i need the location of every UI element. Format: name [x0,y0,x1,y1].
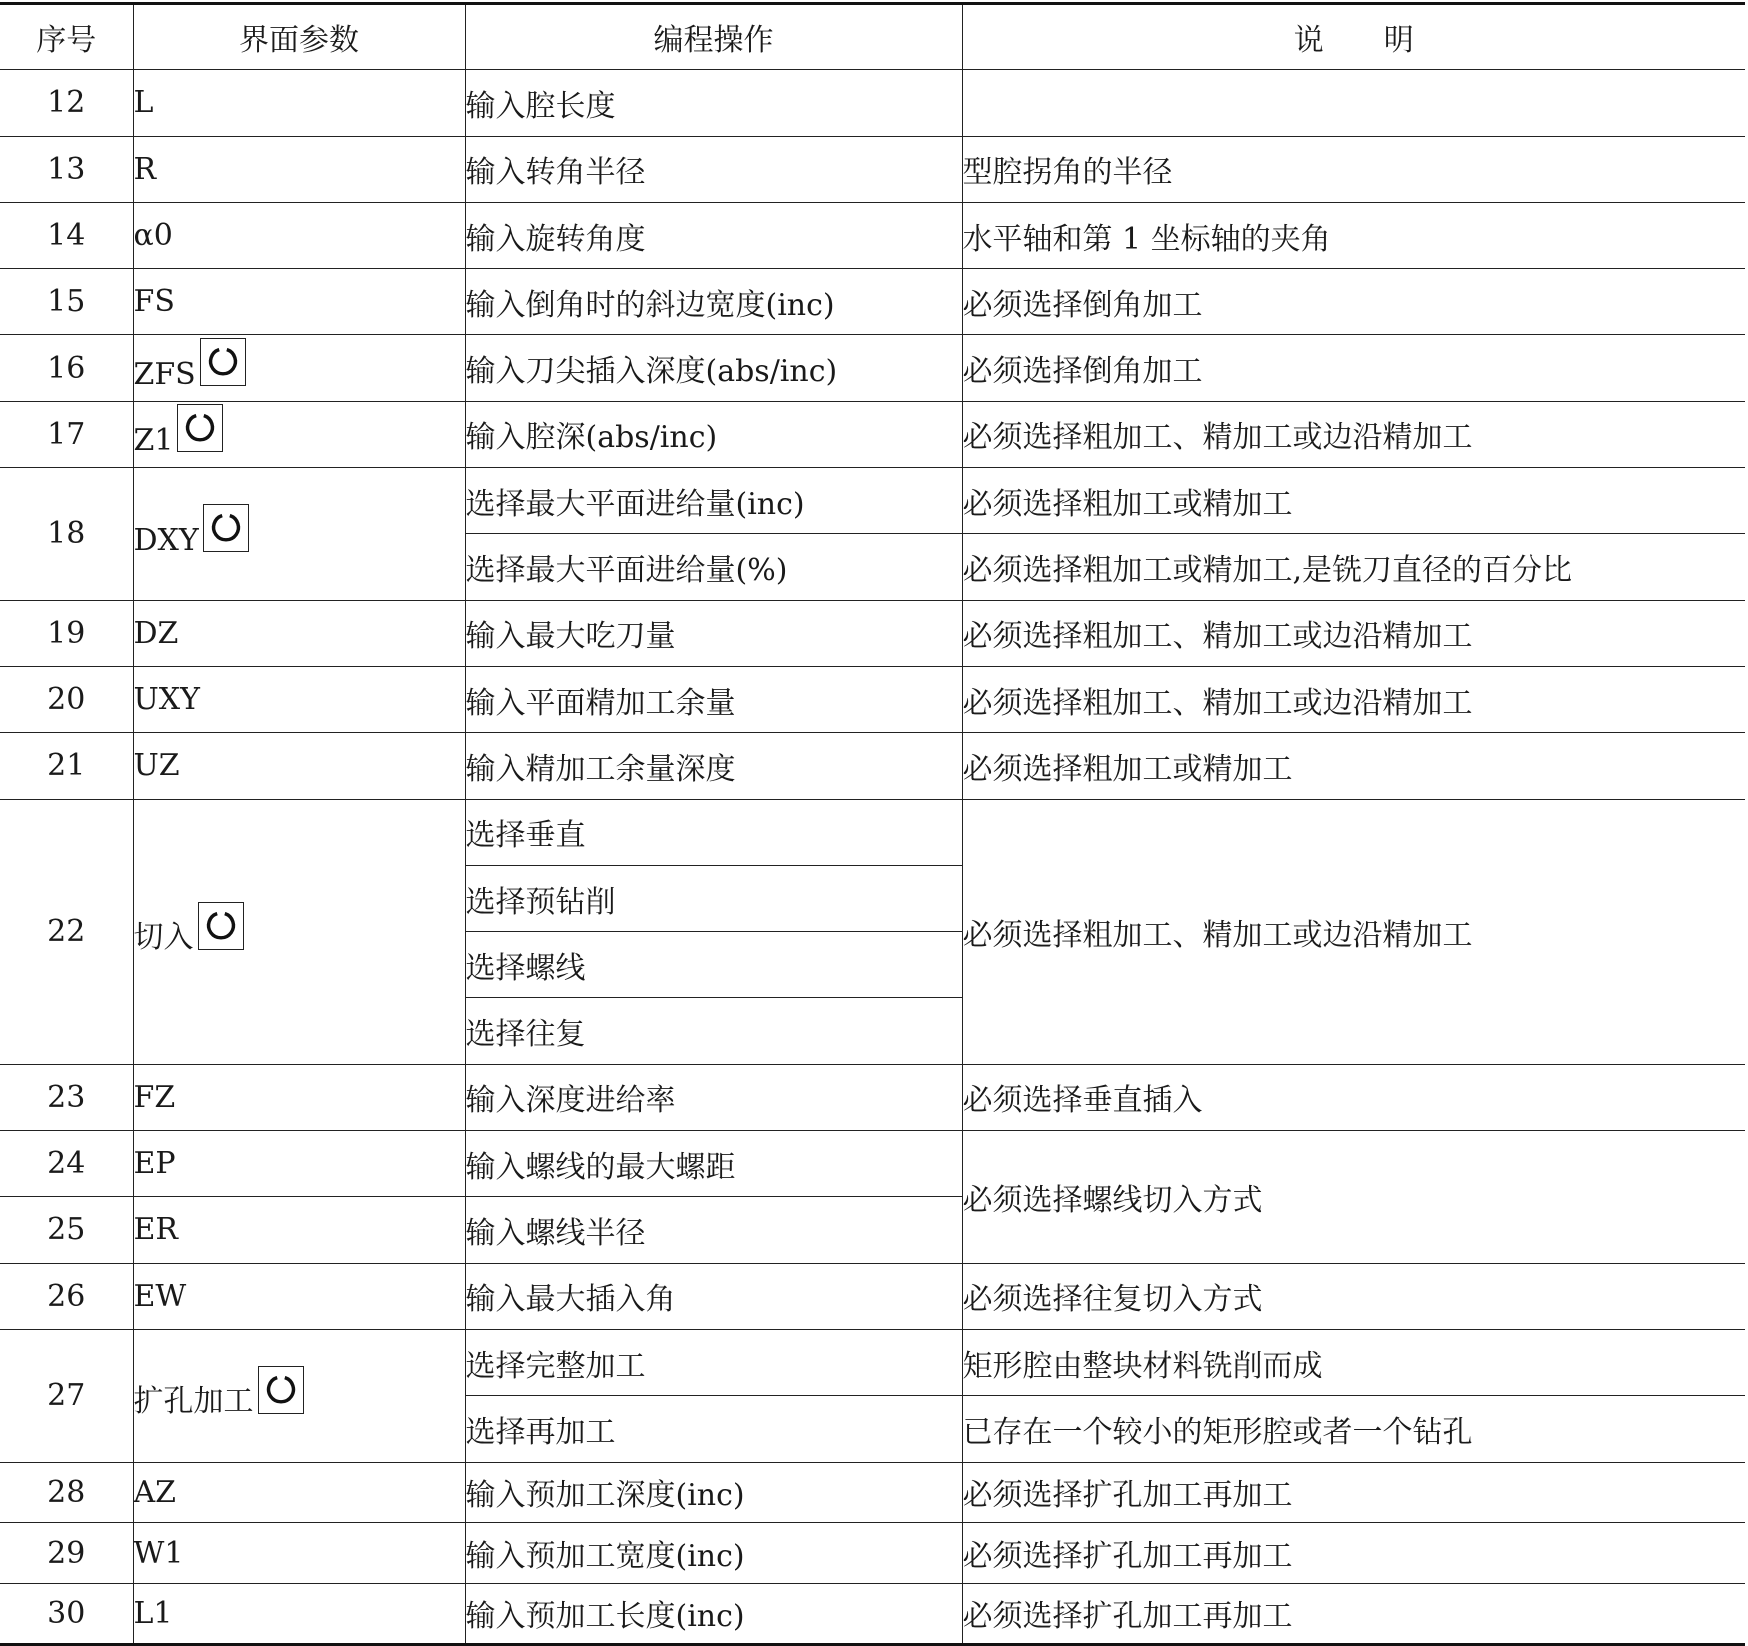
cycle-toggle-icon [203,504,249,552]
header-operation: 编程操作 [465,4,962,70]
row-index: 26 [0,1263,133,1329]
table-row [0,1583,1745,1644]
row-param: R [133,136,465,202]
row-note [962,70,1745,136]
row-operation: 输入转角半径 [465,136,962,202]
row-note: 已存在一个较小的矩形腔或者一个钻孔 [962,1396,1745,1462]
row-index: 16 [0,335,133,401]
row-param [133,335,465,401]
row-note: 必须选择垂直插入 [962,1064,1745,1130]
row-param: FZ [133,1064,465,1130]
row-note: 必须选择粗加工或精加工,是铣刀直径的百分比 [962,534,1745,600]
param-label: 切入 [133,919,194,955]
row-operation: 输入螺线半径 [465,1197,962,1263]
row-note: 型腔拐角的半径 [962,136,1745,202]
table-row [0,1263,1745,1329]
param-label: ZFS [133,357,196,393]
row-param: EP [133,1131,465,1197]
table-row [0,1131,1745,1197]
row-index: 15 [0,269,133,335]
row-index: 25 [0,1197,133,1263]
table-row [0,666,1745,732]
table-row [0,136,1745,202]
row-note: 必须选择扩孔加工再加工 [962,1462,1745,1523]
table-row [0,733,1745,799]
param-label: DXY [133,522,199,558]
row-note: 必须选择粗加工或精加工 [962,468,1745,534]
param-label: Z1 [133,423,174,459]
row-operation: 输入腔长度 [465,70,962,136]
param-label: 扩孔加工 [133,1383,254,1419]
row-param [133,401,465,467]
row-operation: 输入深度进给率 [465,1064,962,1130]
row-param: UXY [133,666,465,732]
row-index: 24 [0,1131,133,1197]
header-note: 说 明 [962,4,1745,70]
row-index: 13 [0,136,133,202]
row-note: 必须选择倒角加工 [962,335,1745,401]
row-operation: 输入最大插入角 [465,1263,962,1329]
row-param: EW [133,1263,465,1329]
table-row [0,799,1745,865]
row-param: L [133,70,465,136]
row-operation: 选择最大平面进给量(%) [465,534,962,600]
row-param: α0 [133,202,465,268]
cycle-toggle-icon [198,902,244,950]
table-row [0,202,1745,268]
row-index: 20 [0,666,133,732]
table-row [0,401,1745,467]
row-operation: 输入精加工余量深度 [465,733,962,799]
cycle-toggle-icon [258,1366,304,1414]
row-param: AZ [133,1462,465,1523]
row-operation: 选择垂直 [465,799,962,865]
header-index: 序号 [0,4,133,70]
row-index: 22 [0,799,133,1064]
row-operation: 输入螺线的最大螺距 [465,1131,962,1197]
row-note: 必须选择粗加工、精加工或边沿精加工 [962,799,1745,1064]
table-row [0,1064,1745,1130]
row-operation: 选择完整加工 [465,1329,962,1395]
row-note: 必须选择粗加工或精加工 [962,733,1745,799]
row-index: 27 [0,1329,133,1462]
row-index: 21 [0,733,133,799]
row-operation: 输入平面精加工余量 [465,666,962,732]
row-operation: 输入刀尖插入深度(abs/inc) [465,335,962,401]
row-note: 矩形腔由整块材料铣削而成 [962,1329,1745,1395]
row-param: UZ [133,733,465,799]
row-note: 必须选择螺线切入方式 [962,1131,1745,1264]
row-operation: 输入腔深(abs/inc) [465,401,962,467]
row-operation: 选择预钻削 [465,865,962,931]
row-index: 17 [0,401,133,467]
row-index: 19 [0,600,133,666]
row-operation: 输入旋转角度 [465,202,962,268]
table-row [0,269,1745,335]
row-operation: 输入倒角时的斜边宽度(inc) [465,269,962,335]
row-param: L1 [133,1583,465,1644]
row-operation: 选择往复 [465,998,962,1064]
row-param [133,799,465,1064]
row-index: 28 [0,1462,133,1523]
row-operation: 输入预加工长度(inc) [465,1583,962,1644]
row-note: 必须选择粗加工、精加工或边沿精加工 [962,600,1745,666]
row-note: 必须选择粗加工、精加工或边沿精加工 [962,401,1745,467]
table-row [0,70,1745,136]
table-row [0,1329,1745,1395]
row-index: 29 [0,1523,133,1584]
table-row [0,1462,1745,1523]
row-operation: 输入预加工宽度(inc) [465,1523,962,1584]
cycle-toggle-icon [177,404,223,452]
row-param [133,468,465,601]
row-operation: 输入预加工深度(inc) [465,1462,962,1523]
row-operation: 选择螺线 [465,932,962,998]
row-index: 12 [0,70,133,136]
row-operation: 选择再加工 [465,1396,962,1462]
row-param: ER [133,1197,465,1263]
header-param: 界面参数 [133,4,465,70]
table-row [0,335,1745,401]
table-row [0,468,1745,534]
row-param: FS [133,269,465,335]
row-param: DZ [133,600,465,666]
cycle-toggle-icon [200,338,246,386]
row-param: W1 [133,1523,465,1584]
row-note: 必须选择粗加工、精加工或边沿精加工 [962,666,1745,732]
row-index: 23 [0,1064,133,1130]
table-row [0,1523,1745,1584]
row-index: 30 [0,1583,133,1644]
row-note: 水平轴和第 1 坐标轴的夹角 [962,202,1745,268]
row-index: 18 [0,468,133,601]
row-note: 必须选择倒角加工 [962,269,1745,335]
row-note: 必须选择往复切入方式 [962,1263,1745,1329]
row-operation: 选择最大平面进给量(inc) [465,468,962,534]
row-index: 14 [0,202,133,268]
row-param [133,1329,465,1462]
row-operation: 输入最大吃刀量 [465,600,962,666]
parameter-table [0,2,1745,1646]
row-note: 必须选择扩孔加工再加工 [962,1523,1745,1584]
row-note: 必须选择扩孔加工再加工 [962,1583,1745,1644]
table-row [0,600,1745,666]
